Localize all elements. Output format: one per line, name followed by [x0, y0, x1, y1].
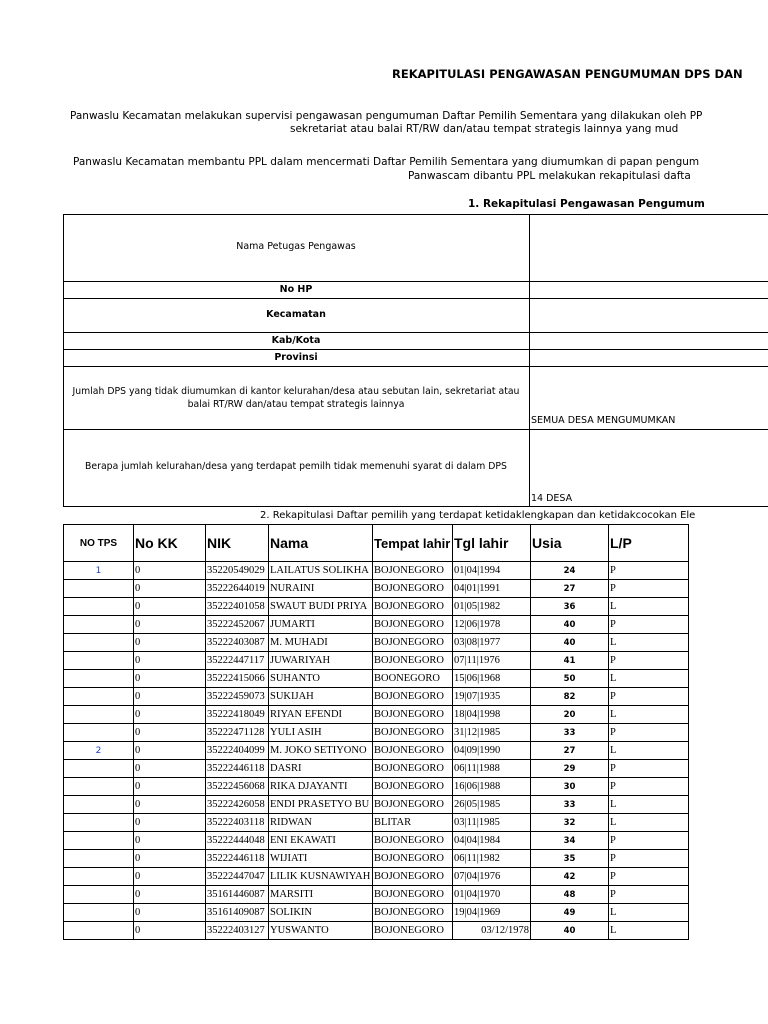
table-row [64, 886, 689, 904]
label-kab-kota: Kab/Kota [271, 335, 321, 346]
section-1-heading: 1. Rekapitulasi Pengawasan Pengumum [468, 198, 705, 210]
cell-tgl-lahir: 04|09|1990 [453, 742, 531, 760]
cell-usia: 40 [531, 616, 609, 634]
label-no-hp: No HP [279, 284, 313, 295]
cell-nik: 35222403118 [206, 814, 269, 832]
cell-no-tps [64, 922, 134, 940]
paragraph-1-line-1: Panwaslu Kecamatan melakukan supervisi pengawasan pengumuman Daftar Pemilih Sementara yang dilakukan oleh PP [70, 110, 703, 122]
cell-nama: RIDWAN [269, 814, 373, 832]
cell-no-tps: 2 [64, 742, 134, 760]
cell-lp: P [609, 868, 689, 886]
cell-usia: 49 [531, 904, 609, 922]
cell-usia: 20 [531, 706, 609, 724]
cell-no-kk: 0 [134, 670, 206, 688]
cell-nik: 35222447117 [206, 652, 269, 670]
cell-no-tps [64, 616, 134, 634]
cell-nama: RIYAN EFENDI [269, 706, 373, 724]
table-row [64, 742, 689, 760]
cell-no-kk: 0 [134, 868, 206, 886]
cell-no-kk: 0 [134, 706, 206, 724]
table-row [64, 562, 689, 580]
table-row [64, 616, 689, 634]
cell-lp: L [609, 796, 689, 814]
cell-lp: P [609, 688, 689, 706]
cell-no-kk: 0 [134, 850, 206, 868]
cell-tempat-lahir: BOJONEGORO [373, 796, 453, 814]
table-row [64, 760, 689, 778]
table-row [64, 922, 689, 940]
header-lp: L/P [609, 525, 689, 562]
table-row [64, 814, 689, 832]
cell-tgl-lahir: 03/12/1978 [453, 922, 531, 940]
cell-no-tps: 1 [64, 562, 134, 580]
cell-lp: L [609, 814, 689, 832]
cell-tgl-lahir: 07|04|1976 [453, 868, 531, 886]
cell-no-tps [64, 724, 134, 742]
form-rule [63, 429, 768, 430]
cell-tempat-lahir: BOJONEGORO [373, 778, 453, 796]
cell-nama: LAILATUS SOLIKHA [269, 562, 373, 580]
cell-no-kk: 0 [134, 724, 206, 742]
voter-table [63, 524, 689, 940]
cell-tempat-lahir: BOONEGORO [373, 670, 453, 688]
cell-no-kk: 0 [134, 688, 206, 706]
cell-no-tps [64, 706, 134, 724]
cell-tempat-lahir: BOJONEGORO [373, 580, 453, 598]
cell-usia: 32 [531, 814, 609, 832]
cell-no-kk: 0 [134, 616, 206, 634]
cell-tgl-lahir: 12|06|1978 [453, 616, 531, 634]
cell-nik: 35222444048 [206, 832, 269, 850]
cell-lp: P [609, 616, 689, 634]
cell-usia: 27 [531, 742, 609, 760]
cell-tgl-lahir: 26|05|1985 [453, 796, 531, 814]
form-rule [63, 281, 768, 282]
cell-tgl-lahir: 16|06|1988 [453, 778, 531, 796]
form-rule [63, 332, 768, 333]
value-berapa-jumlah: 14 DESA [531, 493, 573, 504]
cell-lp: L [609, 598, 689, 616]
cell-no-kk: 0 [134, 904, 206, 922]
table-row [64, 724, 689, 742]
cell-lp: P [609, 652, 689, 670]
cell-no-kk: 0 [134, 652, 206, 670]
cell-no-kk: 0 [134, 778, 206, 796]
cell-no-tps [64, 796, 134, 814]
header-tempat-lahir: Tempat lahir [373, 525, 453, 562]
value-jumlah-dps: SEMUA DESA MENGUMUMKAN [531, 415, 676, 426]
cell-no-tps [64, 634, 134, 652]
cell-nama: LILIK KUSNAWIYAH [269, 868, 373, 886]
cell-nama: DASRI [269, 760, 373, 778]
header-nik: NIK [206, 525, 269, 562]
cell-tgl-lahir: 31|12|1985 [453, 724, 531, 742]
cell-nik: 35222446118 [206, 850, 269, 868]
cell-tempat-lahir: BOJONEGORO [373, 868, 453, 886]
cell-usia: 40 [531, 634, 609, 652]
cell-usia: 29 [531, 760, 609, 778]
cell-no-tps [64, 886, 134, 904]
cell-tempat-lahir: BOJONEGORO [373, 688, 453, 706]
cell-nama: SWAUT BUDI PRIYA [269, 598, 373, 616]
cell-nik: 35222471128 [206, 724, 269, 742]
cell-nik: 35222446118 [206, 760, 269, 778]
cell-tempat-lahir: BOJONEGORO [373, 616, 453, 634]
cell-usia: 33 [531, 796, 609, 814]
label-provinsi: Provinsi [274, 352, 318, 363]
cell-usia: 34 [531, 832, 609, 850]
cell-tempat-lahir: BOJONEGORO [373, 652, 453, 670]
cell-lp: L [609, 670, 689, 688]
label-nama-petugas: Nama Petugas Pengawas [236, 241, 356, 252]
cell-no-kk: 0 [134, 832, 206, 850]
cell-no-kk: 0 [134, 922, 206, 940]
cell-tempat-lahir: BOJONEGORO [373, 904, 453, 922]
cell-tempat-lahir: BOJONEGORO [373, 724, 453, 742]
table-row [64, 832, 689, 850]
cell-no-kk: 0 [134, 562, 206, 580]
cell-usia: 36 [531, 598, 609, 616]
form-rule [63, 298, 768, 299]
cell-usia: 41 [531, 652, 609, 670]
cell-nik: 35222644019 [206, 580, 269, 598]
table-row [64, 904, 689, 922]
cell-tgl-lahir: 19|04|1969 [453, 904, 531, 922]
document-title: REKAPITULASI PENGAWASAN PENGUMUMAN DPS DAN [392, 67, 743, 81]
paragraph-1-line-2: sekretariat atau balai RT/RW dan/atau tempat strategis lainnya yang mud [290, 123, 679, 135]
label-jumlah-dps-line-2: balai RT/RW dan/atau tempat strategis lainnya [187, 399, 405, 410]
cell-nama: ENI EKAWATI [269, 832, 373, 850]
header-no-kk: No KK [134, 525, 206, 562]
cell-nama: SUHANTO [269, 670, 373, 688]
cell-lp: L [609, 706, 689, 724]
cell-no-tps [64, 598, 134, 616]
cell-usia: 35 [531, 850, 609, 868]
cell-no-kk: 0 [134, 580, 206, 598]
cell-lp: L [609, 922, 689, 940]
cell-no-tps [64, 670, 134, 688]
form-rule [63, 366, 768, 367]
cell-tempat-lahir: BLITAR [373, 814, 453, 832]
cell-no-kk: 0 [134, 796, 206, 814]
cell-lp: P [609, 832, 689, 850]
header-nama: Nama [269, 525, 373, 562]
cell-tempat-lahir: BOJONEGORO [373, 598, 453, 616]
cell-nama: YUSWANTO [269, 922, 373, 940]
table-row [64, 580, 689, 598]
cell-lp: P [609, 760, 689, 778]
paragraph-2-line-2: Panwascam dibantu PPL melakukan rekapitulasi dafta [408, 170, 691, 182]
cell-nama: JUMARTI [269, 616, 373, 634]
cell-no-tps [64, 688, 134, 706]
table-row [64, 634, 689, 652]
cell-nik: 35222401058 [206, 598, 269, 616]
label-jumlah-dps-line-1: Jumlah DPS yang tidak diumumkan di kantor kelurahan/desa atau sebutan lain, sekretariat atau [72, 386, 520, 397]
cell-usia: 48 [531, 886, 609, 904]
section-2-heading: 2. Rekapitulasi Daftar pemilih yang terdapat ketidaklengkapan dan ketidakcocokan Ele [260, 510, 696, 521]
cell-nama: MARSITI [269, 886, 373, 904]
cell-nama: YULI ASIH [269, 724, 373, 742]
cell-nik: 35222415066 [206, 670, 269, 688]
cell-no-tps [64, 832, 134, 850]
header-no-tps: NO TPS [64, 525, 134, 562]
label-kecamatan: Kecamatan [266, 309, 326, 320]
cell-nik: 35222403127 [206, 922, 269, 940]
cell-tempat-lahir: BOJONEGORO [373, 742, 453, 760]
cell-tgl-lahir: 06|11|1982 [453, 850, 531, 868]
cell-nik: 35222426058 [206, 796, 269, 814]
cell-lp: L [609, 904, 689, 922]
cell-nik: 35222418049 [206, 706, 269, 724]
cell-no-tps [64, 850, 134, 868]
label-berapa-jumlah: Berapa jumlah kelurahan/desa yang terdapat pemilh tidak memenuhi syarat di dalam DPS [85, 461, 507, 472]
cell-lp: P [609, 580, 689, 598]
cell-nik: 35220549029 [206, 562, 269, 580]
cell-tgl-lahir: 03|11|1985 [453, 814, 531, 832]
cell-no-kk: 0 [134, 814, 206, 832]
table-header-row [64, 525, 689, 562]
cell-nama: M. JOKO SETIYONO [269, 742, 373, 760]
paragraph-2-line-1: Panwaslu Kecamatan membantu PPL dalam mencermati Daftar Pemilih Sementara yang diumumkan di papan pengum [73, 156, 700, 168]
cell-no-kk: 0 [134, 742, 206, 760]
cell-nik: 35222447047 [206, 868, 269, 886]
table-row [64, 778, 689, 796]
cell-nik: 35222404099 [206, 742, 269, 760]
cell-nama: RIKA DJAYANTI [269, 778, 373, 796]
cell-lp: P [609, 886, 689, 904]
cell-tgl-lahir: 01|05|1982 [453, 598, 531, 616]
cell-tempat-lahir: BOJONEGORO [373, 760, 453, 778]
cell-usia: 40 [531, 922, 609, 940]
cell-tempat-lahir: BOJONEGORO [373, 562, 453, 580]
cell-tgl-lahir: 03|08|1977 [453, 634, 531, 652]
cell-usia: 33 [531, 724, 609, 742]
cell-usia: 27 [531, 580, 609, 598]
cell-tempat-lahir: BOJONEGORO [373, 634, 453, 652]
cell-nama: ENDI PRASETYO BU [269, 796, 373, 814]
cell-tgl-lahir: 15|06|1968 [453, 670, 531, 688]
cell-tgl-lahir: 07|11|1976 [453, 652, 531, 670]
cell-tgl-lahir: 04|01|1991 [453, 580, 531, 598]
cell-nik: 35161409087 [206, 904, 269, 922]
cell-no-tps [64, 904, 134, 922]
cell-tgl-lahir: 19|07|1935 [453, 688, 531, 706]
cell-tgl-lahir: 01|04|1994 [453, 562, 531, 580]
cell-nik: 35222403087 [206, 634, 269, 652]
cell-nama: JUWARIYAH [269, 652, 373, 670]
header-tgl-lahir: Tgl lahir [453, 525, 531, 562]
cell-no-kk: 0 [134, 760, 206, 778]
cell-nama: SUKIJAH [269, 688, 373, 706]
cell-no-tps [64, 778, 134, 796]
cell-tempat-lahir: BOJONEGORO [373, 850, 453, 868]
cell-no-tps [64, 868, 134, 886]
cell-no-tps [64, 814, 134, 832]
cell-tempat-lahir: BOJONEGORO [373, 886, 453, 904]
cell-tgl-lahir: 01|04|1970 [453, 886, 531, 904]
table-row [64, 706, 689, 724]
cell-usia: 42 [531, 868, 609, 886]
cell-lp: P [609, 724, 689, 742]
cell-tempat-lahir: BOJONEGORO [373, 706, 453, 724]
table-row [64, 670, 689, 688]
cell-nama: WIJIATI [269, 850, 373, 868]
cell-no-kk: 0 [134, 598, 206, 616]
table-row [64, 598, 689, 616]
table-row [64, 868, 689, 886]
cell-tempat-lahir: BOJONEGORO [373, 832, 453, 850]
cell-no-tps [64, 760, 134, 778]
cell-tempat-lahir: BOJONEGORO [373, 922, 453, 940]
cell-lp: L [609, 634, 689, 652]
cell-no-kk: 0 [134, 634, 206, 652]
cell-nik: 35222456068 [206, 778, 269, 796]
cell-usia: 50 [531, 670, 609, 688]
table-row [64, 688, 689, 706]
cell-no-tps [64, 580, 134, 598]
cell-nik: 35222459073 [206, 688, 269, 706]
cell-tgl-lahir: 18|04|1998 [453, 706, 531, 724]
cell-lp: P [609, 562, 689, 580]
cell-nama: SOLIKIN [269, 904, 373, 922]
cell-nama: M. MUHADI [269, 634, 373, 652]
cell-usia: 82 [531, 688, 609, 706]
cell-usia: 30 [531, 778, 609, 796]
cell-no-tps [64, 652, 134, 670]
table-row [64, 652, 689, 670]
form-divider [529, 214, 530, 507]
cell-tgl-lahir: 04|04|1984 [453, 832, 531, 850]
cell-nama: NURAINI [269, 580, 373, 598]
table-row [64, 796, 689, 814]
cell-lp: P [609, 850, 689, 868]
header-usia: Usia [531, 525, 609, 562]
cell-usia: 24 [531, 562, 609, 580]
cell-lp: L [609, 742, 689, 760]
cell-nik: 35222452067 [206, 616, 269, 634]
form-rule [63, 349, 768, 350]
table-row [64, 850, 689, 868]
cell-nik: 35161446087 [206, 886, 269, 904]
cell-no-kk: 0 [134, 886, 206, 904]
cell-lp: P [609, 778, 689, 796]
cell-tgl-lahir: 06|11|1988 [453, 760, 531, 778]
